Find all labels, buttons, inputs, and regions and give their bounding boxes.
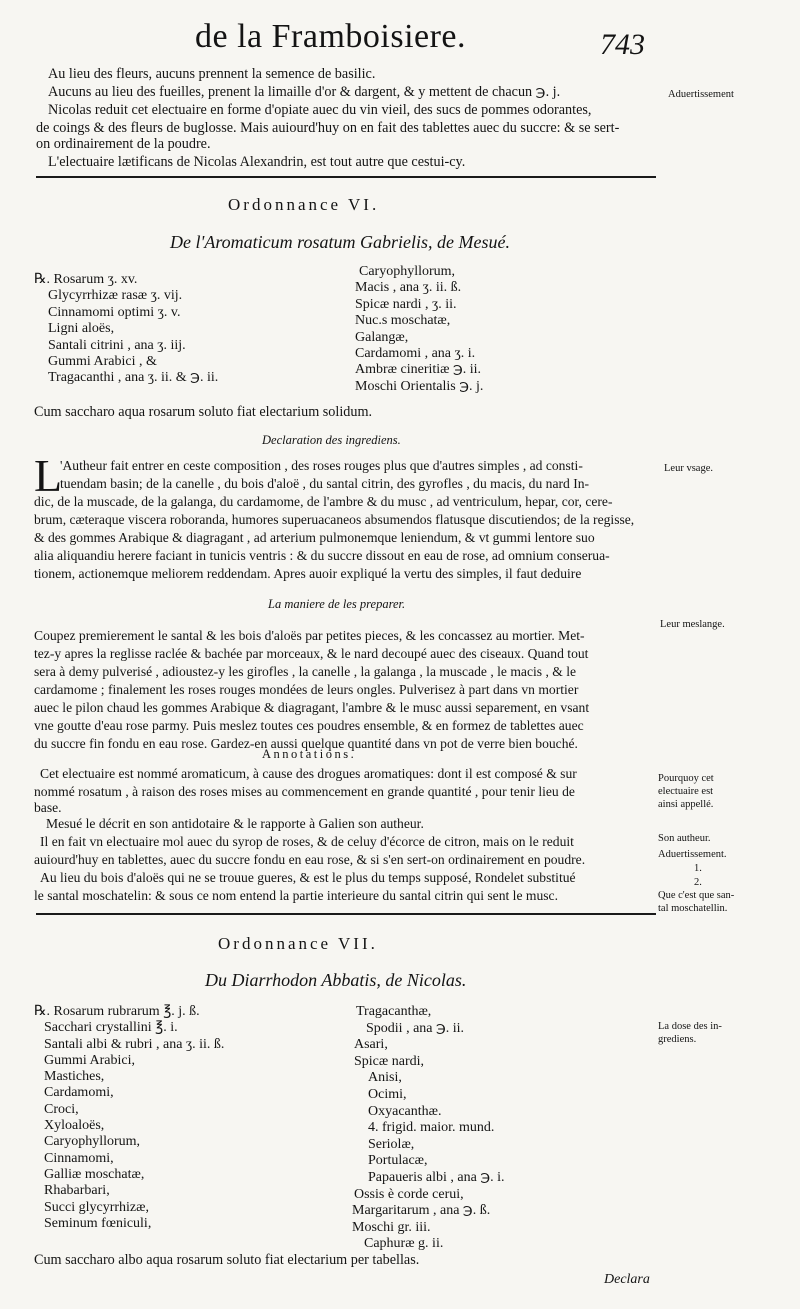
preparation-line: cardamome ; finalement les roses rouges mondées de leurs ongles. Pulverisez à part dans vn mortier [34,682,579,697]
margin-note-line: Que c'est que san- [658,890,735,901]
ingredient-line: Cinnamomi, [44,1150,114,1166]
ingredient-line: Margaritarum , ana ℈. ß. [352,1203,491,1219]
section-rule [36,176,656,178]
margin-note-line: ainsi appellé. [658,799,714,810]
preparation-line: Coupez premierement le santal & les bois d'aloës par petites pieces, & les concassez au mortier. Met- [34,628,585,643]
ingredient-line: Moschi Orientalis ℈. j. [355,378,484,394]
drop-cap: L [34,450,63,501]
section-heading: La maniere de les preparer. [268,597,406,611]
ingredient-line: Cardamomi, [44,1085,114,1101]
ingredient-line: Nuc.s moschatæ, [355,313,451,329]
annotation-line: auiourd'huy en tablettes, auec du succre fondu en eau rose, & si s'en sert-on ordinairement en poudre. [34,852,586,867]
ingredient-line: Tragacanthæ, [356,1004,432,1019]
page-number: 743 [600,28,645,61]
ingredient-line: Succi glycyrrhizæ, [44,1199,149,1215]
ingredient-line: Portulacæ, [368,1153,428,1169]
annotation-line: Il en fait vn electuaire mol auec du syrop de roses, & de celuy d'écorce de citron, mais on le reduit [40,834,574,849]
ingredients-right-column [352,1004,505,1253]
margin-note-line: grediens. [658,1034,697,1045]
ingredient-line: Tragacanthi , ana ʒ. ii. & ℈. ii. [48,370,219,386]
section-rule [36,913,656,915]
margin-note: Son autheur. [658,833,711,844]
ingredient-line: Santali albi & rubri , ana ʒ. ii. ß. [44,1036,225,1052]
ingredient-line: Gummi Arabici, [44,1052,135,1068]
ingredients-left-column [34,272,218,387]
ingredient-line: Rhabarbari, [44,1183,110,1199]
ingredient-line: Caryophyllorum, [44,1134,141,1150]
margin-note: 1. [694,863,702,874]
ingredient-line: Galliæ moschatæ, [44,1166,145,1182]
ingredient-line: 4. frigid. maior. mund. [368,1120,495,1136]
ingredient-line: Mastiches, [44,1069,105,1085]
margin-note-line: tal moschatellin. [658,903,728,914]
preparation-line: sera à demy pulverisé , adioustez-y les girofles , la canelle , la galanga , la muscade , le macis , & le [34,664,577,679]
declaration-line: tuendam basin; de la canelle , du bois d'aloë , du santal citrin, des gyrofles , du macis, du nard In- [60,476,590,491]
section-heading: Declaration des ingrediens. [262,433,401,447]
ingredient-line: ℞. Rosarum rubrarum ℥. j. ß. [34,1004,200,1019]
declaration-line: brum, cæteraque viscera roboranda, humores superuacaneos absumendos flatusque discutiendos; de la regisse, [34,512,635,527]
margin-note: 2. [694,877,702,888]
ingredient-line: Ossis è corde cerui, [354,1186,464,1202]
margin-note: Aduertissement. [658,849,727,860]
ingredient-line: Caryophyllorum, [359,264,456,279]
running-header-title: de la Framboisiere. [195,18,467,55]
margin-note-line: Pourquoy cet [658,773,714,784]
margin-note: Aduertissement [668,89,734,100]
ingredient-line: Glycyrrhizæ rasæ ʒ. vij. [48,288,183,304]
annotation-line: le santal moschatelin: & sous ce nom entend la partie interieure du santal citrin qui sent le musc. [34,888,558,903]
preparation-line: du succre fin fondu en eau rose. Gardez-en aussi quelque quantité dans vn pot de verre bien bouché. [34,736,578,751]
ingredient-line: Croci, [44,1101,79,1117]
margin-note [658,772,714,811]
declaration-line: alia aliquandiu herere faciant in tunicis ventris : & du succre dissout en eau de rose, ad omnium conserua- [34,548,610,563]
intro-line: de coings & des fleurs de buglosse. Mais auiourd'huy on en fait des tablettes auec du succre: & se sert- [36,120,620,136]
ordonnance-title: Ordonnance VI. [228,195,380,214]
margin-note: Leur meslange. [660,619,725,630]
annotation-line: Au lieu du bois d'aloës qui ne se trouue gueres, & est le plus du temps supposé, Rondelet substitué [40,870,576,885]
recipe-closing: Cum saccharo albo aqua rosarum soluto fiat electarium per tabellas. [34,1252,420,1268]
ingredient-line: Oxyacanthæ. [368,1103,442,1119]
ingredient-line: Santali citrini , ana ʒ. iij. [48,337,186,353]
intro-line: Aucuns au lieu des fueilles, prenent la limaille d'or & dargent, & y mettent de chacun ℈. j. [48,84,561,100]
ingredient-line: Xyloaloës, [44,1118,105,1134]
declaration-line: tionem, actionemque meliorem reddendam. Apres auoir expliqué la vertu des simples, il faut deduire [34,566,582,581]
ingredient-line: Spicæ nardi , ʒ. ii. [355,296,457,312]
annotation-line: base. [34,800,62,815]
declaration-line: 'Autheur fait entrer en ceste composition , des roses rouges plus que d'autres simples , ad consti- [60,458,583,473]
ingredient-line: Asari, [354,1037,388,1053]
ordonnance-subtitle: Du Diarrhodon Abbatis, de Nicolas. [205,970,467,990]
intro-line: on ordinairement de la poudre. [36,136,211,152]
preparation-line: auec le pilon chaud les gommes Arabique & diagragant, l'ambre & le musc aussi separement, en vsant [34,700,590,715]
intro-line: Au lieu des fleurs, aucuns prennent la semence de basilic. [48,66,376,82]
recipe-closing: Cum saccharo aqua rosarum soluto fiat electarium solidum. [34,404,373,420]
ingredient-line: Spodii , ana ℈. ii. [366,1020,465,1036]
ingredient-line: Galangæ, [355,329,409,345]
ingredient-line: Moschi gr. iii. [352,1219,431,1235]
ingredient-line: Macis , ana ʒ. ii. ß. [355,280,462,296]
margin-note-line: La dose des in- [658,1021,722,1032]
catchword: Declara [604,1272,650,1287]
preparation-line: tez-y apres la reglisse raclée & bachée par morceaux, & le nard decoupé auec des ciseaux. Quand tout [34,646,589,661]
ingredients-left-column [34,1004,224,1232]
annotation-line: nommé rosatum , à raison des roses mises au commencement en grande quantité , pour tenir lieu de [34,784,575,799]
ingredient-line: Anisi, [368,1070,402,1086]
ingredient-line: Ambræ cineritiæ ℈. ii. [355,362,482,378]
margin-note-line: electuaire est [658,786,714,797]
ingredient-line: Ligni aloës, [48,321,115,337]
ingredient-line: Caphuræ g. ii. [364,1236,444,1252]
margin-note [658,1020,722,1046]
ingredient-line: Spicæ nardi, [354,1053,424,1069]
declaration-line: dic, de la muscade, de la galanga, du cardamome, de l'ambre & du musc , ad ventriculum, hepar, cor, cere- [34,494,613,509]
ingredient-line: Papaueris albi , ana ℈. i. [368,1169,505,1185]
margin-note [658,889,734,915]
declaration-line: & des gommes Arabique & diagragant , ad arterium pulmonemque leniendum, & vt gummi lentore suo [34,530,595,545]
annotation-line: Mesué le décrit en son antidotaire & le rapporte à Galien son autheur. [46,816,424,831]
ingredient-line: Cinnamomi optimi ʒ. v. [48,304,181,320]
ingredient-line: ℞. Rosarum ʒ. xv. [34,272,138,287]
ingredient-line: Sacchari crystallini ℥. i. [44,1020,178,1036]
ingredient-line: Cardamomi , ana ʒ. i. [355,346,476,362]
intro-line: L'electuaire lætificans de Nicolas Alexandrin, est tout autre que cestui-cy. [48,154,466,170]
ordonnance-subtitle: De l'Aromaticum rosatum Gabrielis, de Mesué. [170,232,510,252]
ordonnance-title: Ordonnance VII. [218,934,378,953]
ingredient-line: Gummi Arabici , & [48,354,157,370]
annotation-line: Cet electuaire est nommé aromaticum, à cause des drogues aromatiques: dont il est composé & sur [40,766,577,781]
margin-note: Leur vsage. [664,463,713,474]
ingredient-line: Seminum fœniculi, [44,1215,152,1231]
ingredients-right-column [355,264,483,395]
annotations-heading: Annotations. [262,747,357,761]
ingredient-line: Ocimi, [368,1086,407,1102]
ingredient-line: Seriolæ, [368,1136,415,1152]
intro-line: Nicolas reduit cet electuaire en forme d'opiate auec du vin vieil, des sucs de pommes odorantes, [48,102,592,118]
preparation-line: vne goutte d'eau rose parmy. Puis meslez toutes ces poudres ensemble, & en formez de tablettes auec [34,718,584,733]
